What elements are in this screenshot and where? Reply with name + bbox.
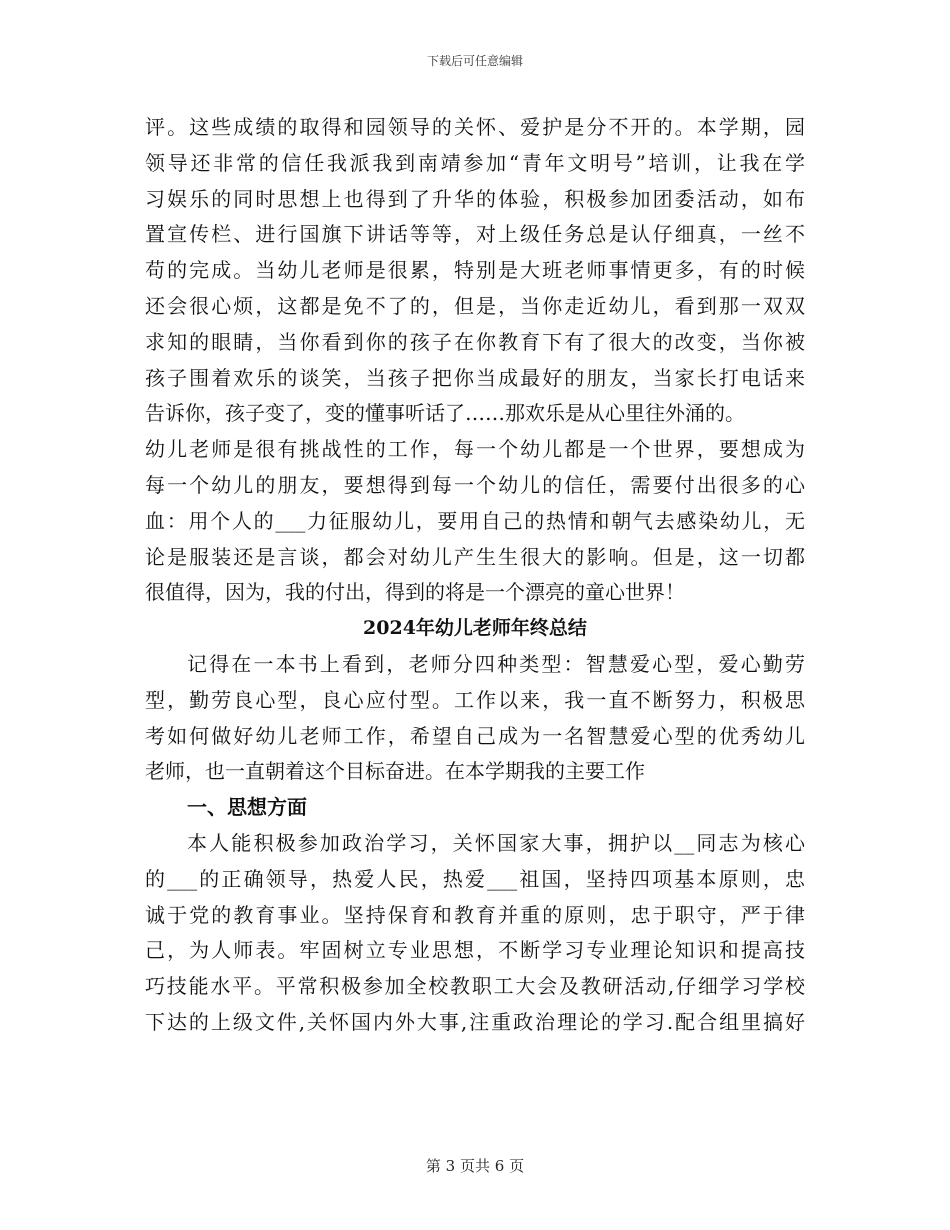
intro-line: 考如何做好幼儿老师工作，希望自己成为一名智慧爱心型的优秀幼儿 [145,723,805,748]
body-line: 置宣传栏、进行国旗下讲话等等，对上级任务总是认仔细真，一丝不 [145,222,805,247]
body-line: 评。这些成绩的取得和园领导的关怀、爱护是分不开的。本学期，园 [145,115,805,139]
body-line: 血：用个人的___力征服幼儿，要用自己的热情和朝气去感染幼儿，无 [145,508,805,533]
section-line: 诚于党的教育事业。坚持保育和教育并重的原则，忠于职守，严于律 [145,902,805,927]
document-title: 2024年幼儿老师年终总结 [363,617,587,640]
intro-line: 型，勤劳良心型，良心应付型。工作以来，我一直不断努力，积极思 [145,687,805,712]
body-line: 苟的完成。当幼儿老师是很累，特别是大班老师事情更多，有的时候 [145,258,805,283]
document-body [145,110,805,1041]
body-line: 幼儿老师是很有挑战性的工作，每一个幼儿都是一个世界，要想成为 [145,437,805,462]
body-line: 每一个幼儿的朋友，要想得到每一个幼儿的信任，需要付出很多的心 [145,472,805,497]
section-heading: 一、思想方面 [187,795,307,820]
body-line: 求知的眼睛，当你看到你的孩子在你教育下有了很大的改变，当你被 [145,329,805,354]
section-line: 巧技能水平。平常积极参加全校教职工大会及教研活动,仔细学习学校 [145,974,805,999]
body-line: 领导还非常的信任我派我到南靖参加“青年文明号”培训，让我在学 [145,150,805,175]
body-line: 告诉你，孩子变了，变的懂事听话了……那欢乐是从心里往外涌的。 [145,401,745,426]
intro-line: 记得在一本书上看到，老师分四种类型：智慧爱心型，爱心勤劳 [187,651,805,676]
body-line: 还会很心烦，这都是免不了的，但是，当你走近幼儿，看到那一双双 [145,293,805,318]
body-line: 孩子围着欢乐的谈笑，当孩子把你当成最好的朋友，当家长打电话来 [145,365,805,390]
body-line: 很值得，因为，我的付出，得到的将是一个漂亮的童心世界！ [145,580,685,605]
section-line: 己，为人师表。牢固树立专业思想，不断学习专业理论知识和提高技 [145,938,805,963]
body-line: 习娱乐的同时思想上也得到了升华的体验，积极参加团委活动，如布 [145,186,805,211]
section-line: 的___的正确领导，热爱人民，热爱___祖国，坚持四项基本原则，忠 [145,866,805,891]
section-line: 本人能积极参加政治学习，关怀国家大事，拥护以__同志为核心 [187,830,805,855]
intro-line: 老师，也一直朝着这个目标奋进。在本学期我的主要工作 [145,759,645,784]
body-line: 论是服装还是言谈，都会对幼儿产生生很大的影响。但是，这一切都 [145,544,805,569]
page-number: 第 3 页共 6 页 [425,1157,525,1175]
page-header: 下载后可任意编辑 [426,54,523,68]
section-line: 下达的上级文件,关怀国内外大事,注重政治理论的学习.配合组里搞好 [145,1009,805,1034]
